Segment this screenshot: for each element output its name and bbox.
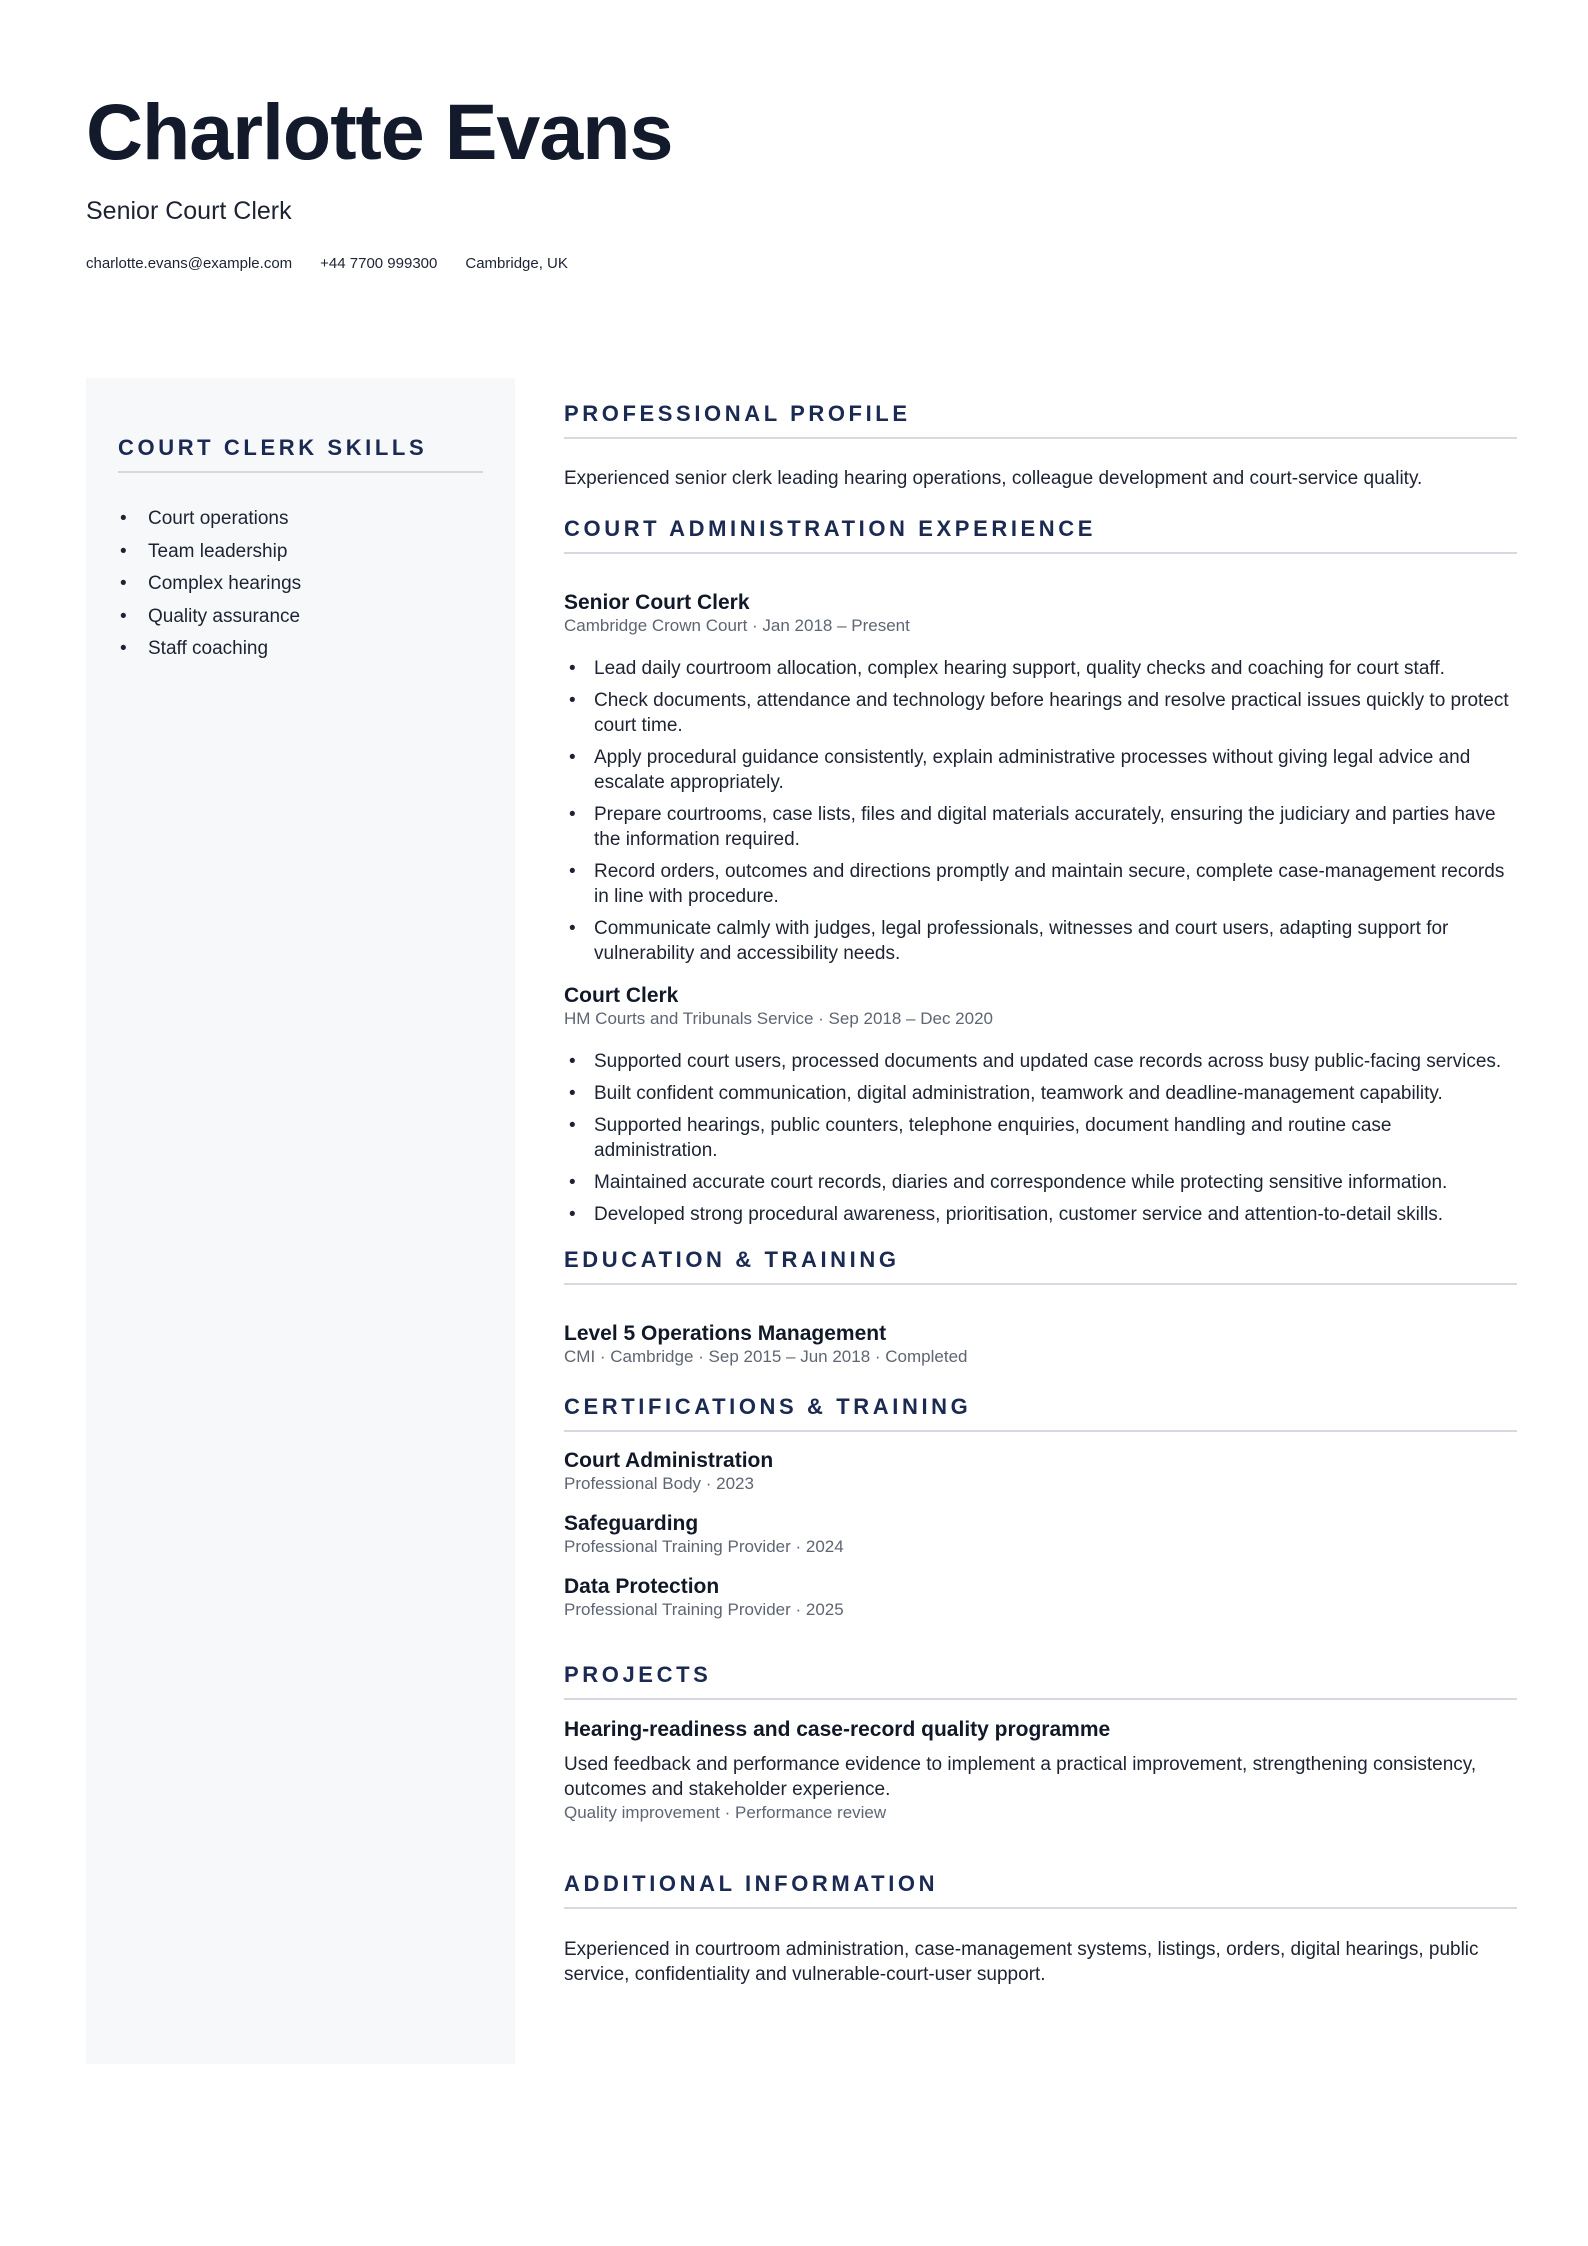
certification-title: Safeguarding xyxy=(564,1512,699,1535)
education-entry xyxy=(564,1322,1517,1367)
skill-item: • Complex hearings xyxy=(118,568,483,601)
certification-entry xyxy=(564,1512,1517,1557)
job-entry xyxy=(564,591,1517,966)
contact-phone: +44 7700 999300 xyxy=(320,255,438,272)
job-bullet: • Apply procedural guidance consistently, explain administrative processes without giving legal advice and escalate appropriately. xyxy=(564,745,1517,795)
skill-item: • Team leadership xyxy=(118,536,483,569)
job-meta: HM Courts and Tribunals Service · Sep 2018 – Dec 2020 xyxy=(564,1009,994,1028)
job-bullets xyxy=(564,1049,1517,1227)
certification-entry xyxy=(564,1449,1517,1494)
additional-section xyxy=(564,1871,1517,1987)
experience-section xyxy=(564,516,1517,1227)
project-tags: Quality improvement · Performance review xyxy=(564,1803,887,1822)
job-title: Court Clerk xyxy=(564,984,679,1007)
certifications-heading: CERTIFICATIONS & TRAINING xyxy=(564,1394,1517,1432)
project-description: Used feedback and performance evidence to implement a practical improvement, strengthening consistency, outcomes and stakeholder experience. xyxy=(564,1754,1477,1800)
job-bullet: • Built confident communication, digital administration, teamwork and deadline-management capability. xyxy=(564,1081,1517,1106)
job-title: Senior Court Clerk xyxy=(564,591,750,614)
main-column xyxy=(564,401,1517,1987)
profile-heading: PROFESSIONAL PROFILE xyxy=(564,401,1517,439)
job-bullet: • Record orders, outcomes and directions promptly and maintain secure, complete case-management records in line with procedure. xyxy=(564,859,1517,909)
job-title-heading: Senior Court Clerk xyxy=(86,197,292,225)
job-entry xyxy=(564,984,1517,1227)
projects-section xyxy=(564,1662,1517,1823)
education-heading: EDUCATION & TRAINING xyxy=(564,1247,1517,1285)
job-bullet: • Supported court users, processed documents and updated case records across busy public-facing services. xyxy=(564,1049,1517,1074)
job-bullet: • Maintained accurate court records, diaries and correspondence while protecting sensitive information. xyxy=(564,1170,1517,1195)
certification-title: Court Administration xyxy=(564,1449,774,1472)
skills-list xyxy=(118,503,483,666)
sidebar xyxy=(86,378,515,2064)
certifications-section xyxy=(564,1394,1517,1620)
education-meta: CMI · Cambridge · Sep 2015 – Jun 2018 · Completed xyxy=(564,1347,968,1366)
contact-row xyxy=(86,255,568,272)
certification-title: Data Protection xyxy=(564,1575,720,1598)
job-bullet: • Developed strong procedural awareness, prioritisation, customer service and attention-to-detail skills. xyxy=(564,1202,1517,1227)
contact-email: charlotte.evans@example.com xyxy=(86,255,293,272)
candidate-name: Charlotte Evans xyxy=(86,87,673,176)
skill-item: • Staff coaching xyxy=(118,633,483,666)
job-bullet: • Communicate calmly with judges, legal professionals, witnesses and court users, adapting support for vulnerability and accessibility needs. xyxy=(564,916,1517,966)
education-title: Level 5 Operations Management xyxy=(564,1322,887,1345)
job-meta: Cambridge Crown Court · Jan 2018 – Present xyxy=(564,616,910,635)
skill-item: • Quality assurance xyxy=(118,601,483,634)
skills-heading: COURT CLERK SKILLS xyxy=(118,435,483,473)
project-title: Hearing-readiness and case-record quality programme xyxy=(564,1718,1111,1741)
experience-heading: COURT ADMINISTRATION EXPERIENCE xyxy=(564,516,1517,554)
contact-location: Cambridge, UK xyxy=(465,255,568,272)
skill-item: • Court operations xyxy=(118,503,483,536)
certification-meta: Professional Training Provider · 2024 xyxy=(564,1537,844,1556)
additional-heading: ADDITIONAL INFORMATION xyxy=(564,1871,1517,1909)
job-bullet: • Lead daily courtroom allocation, complex hearing support, quality checks and coaching for court staff. xyxy=(564,656,1517,681)
project-entry xyxy=(564,1718,1517,1823)
certification-meta: Professional Body · 2023 xyxy=(564,1474,754,1493)
job-bullets xyxy=(564,656,1517,966)
job-bullet: • Prepare courtrooms, case lists, files and digital materials accurately, ensuring the judiciary and parties have the information required. xyxy=(564,802,1517,852)
additional-text: Experienced in courtroom administration, case-management systems, listings, orders, digital hearings, public service, confidentiality and vulnerable-court-user support. xyxy=(564,1939,1479,1985)
education-section xyxy=(564,1247,1517,1367)
job-bullet: • Supported hearings, public counters, telephone enquiries, document handling and routine case administration. xyxy=(564,1113,1517,1163)
job-bullet: • Check documents, attendance and technology before hearings and resolve practical issues quickly to protect court time. xyxy=(564,688,1517,738)
profile-section xyxy=(564,401,1517,491)
certification-entry xyxy=(564,1575,1517,1620)
projects-heading: PROJECTS xyxy=(564,1662,1517,1700)
certification-meta: Professional Training Provider · 2025 xyxy=(564,1600,844,1619)
profile-text: Experienced senior clerk leading hearing operations, colleague development and court-service quality. xyxy=(564,468,1423,489)
